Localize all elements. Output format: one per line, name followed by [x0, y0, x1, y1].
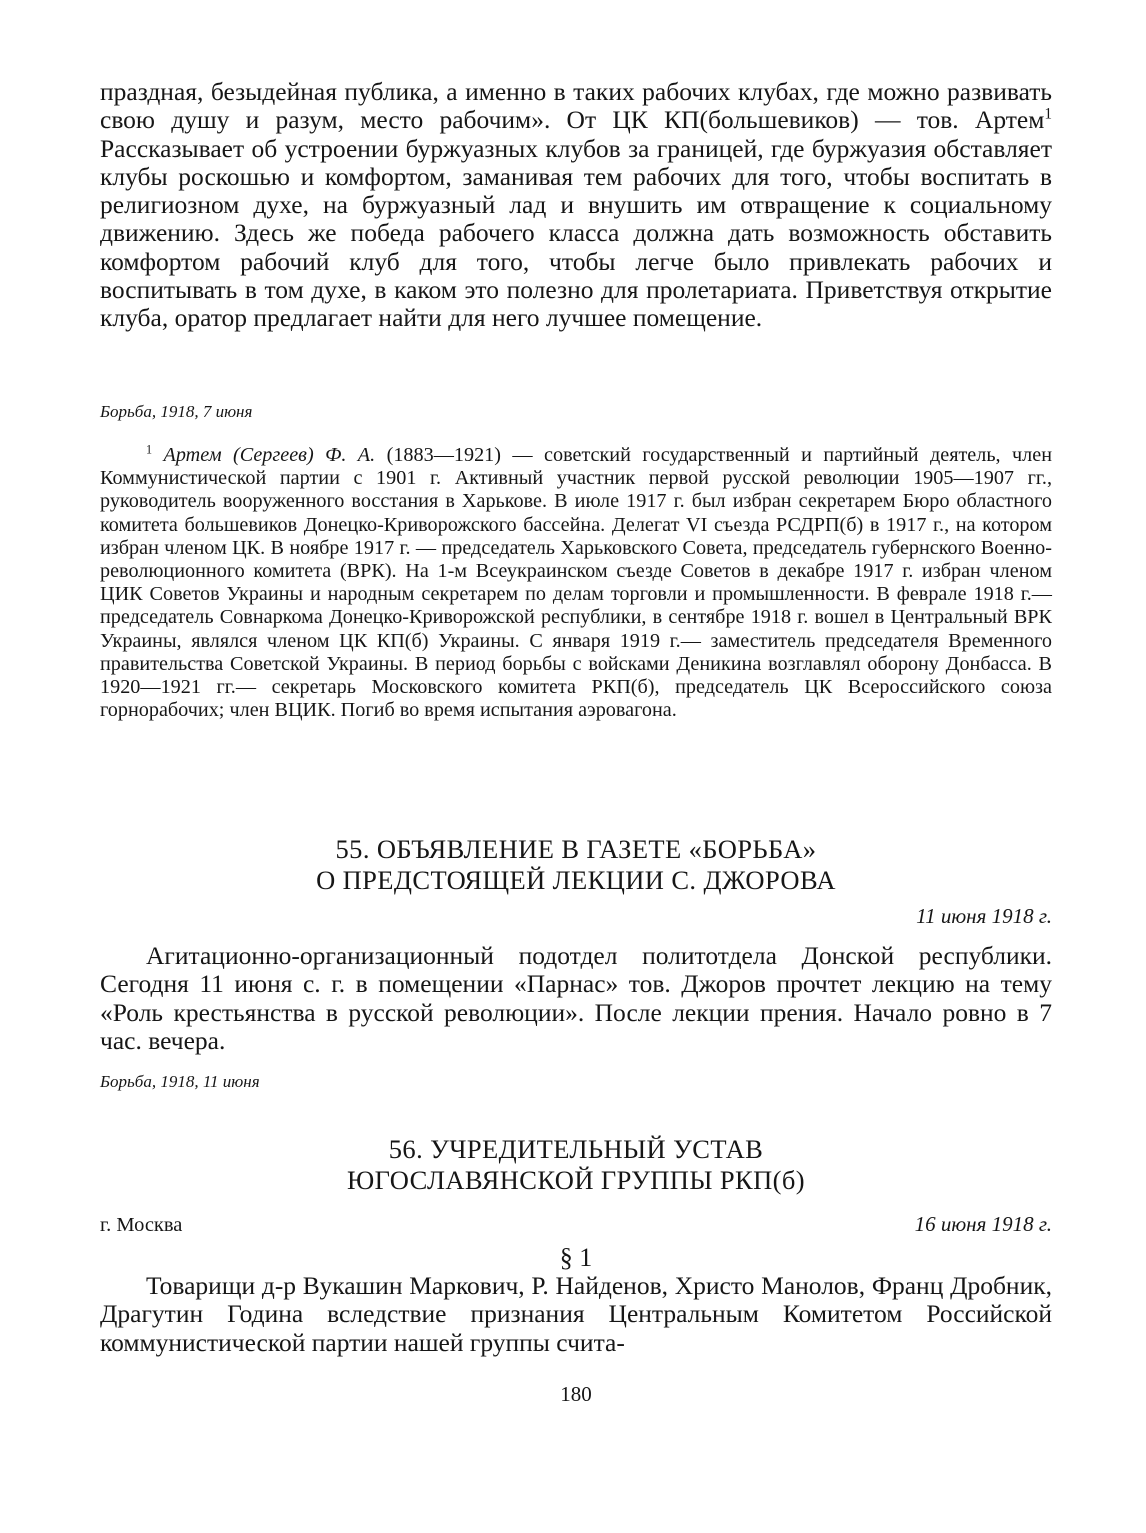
section-marker: § 1: [559, 1243, 593, 1272]
doc55-heading: [100, 834, 1052, 896]
footnote-ref: 1: [1044, 105, 1052, 123]
doc54-continuation: [100, 78, 1052, 333]
doc55-body: [100, 942, 1052, 1055]
body-paragraph: Агитационно-организационный подотдел политотдела Донской республики. Сегодня 11 июня с. г. в помещении «Парнас» тов. Джоров прочтет лекцию на тему «Роль крестьянства в русской революции». После лекции прения. Начало ровно в 7 час. вечера.: [100, 941, 1052, 1055]
heading-line: ЮГОСЛАВЯНСКОЙ ГРУППЫ РКП(б): [347, 1165, 805, 1195]
place: г. Москва: [100, 1214, 183, 1236]
footnote-name: Артем (Сергеев) Ф. А.: [163, 444, 376, 466]
doc55-date: 11 июня 1918 г.: [916, 904, 1052, 928]
source-citation: Борьба, 1918, 7 июня: [100, 402, 253, 421]
footnote: [100, 444, 1052, 722]
source-citation: Борьба, 1918, 11 июня: [100, 1072, 260, 1091]
footnote-text: (1883—1921) — советский государственный и партийный деятель, член Коммунистической партии с 1901 г. Активный участник первой русской революции 1905—1907 гг., руководитель вооруженного восстания в Харькове. В июле 1917 г. был избран секретарем Бюро областного комитета большевиков Донецко-Криворожского бассейна. Делегат VI съезда РСДРП(б) в 1917 г., на котором избран членом ЦК. В ноябре 1917 г. — председатель Харьковского Совета, председатель губернского Военно-революционного комитета (ВРК). На 1-м Всеукраинском съезде Советов в декабре 1917 г. избран членом ЦИК Советов Украины и народным секретарем по делам торговли и промышленности. В феврале 1918 г.— председатель Совнаркома Донецко-Криворожской республики, в сентябре 1918 г. вошел в Центральный ВРК Украины, являлся членом ЦК КП(б) Украины. С января 1919 г.— заместитель председателя Временного правительства Советской Украины. В период борьбы с войсками Деникина возглавлял оборону Донбасса. В 1920—1921 гг.— секретарь Московского комитета РКП(б), председатель ЦК Всероссийского союза горнорабочих; член ВЦИК. Погиб во время испытания аэровагона.: [100, 444, 1053, 722]
heading-line: 55. ОБЪЯВЛЕНИЕ В ГАЗЕТЕ «БОРЬБА»: [335, 834, 817, 864]
heading-line: О ПРЕДСТОЯЩЕЙ ЛЕКЦИИ С. ДЖОРОВА: [316, 865, 836, 895]
body-paragraph: праздная, безыдейная публика, а именно в таких рабочих клубах, где можно развивать свою душу и разум, место рабочим». От ЦК КП(большевиков) — тов. Артем$^1$ Рассказывает об устроении буржуазных клубов за границей, где буржуазия обставляет клубы роскошью и комфортом, заманивая тем рабочих для того, чтобы воспитать в религиозном духе, на буржуазный лад и внушить им отвращение к социальному движению. Здесь же победа рабочего класса должна дать возможность обставить комфортом рабочий клуб для того, чтобы легче было привлекать рабочих и воспитывать в том духе, в каком это полезно для пролетариата. Приветствуя открытие клуба, оратор предлагает найти для него лучшее помещение.: [100, 77, 1052, 333]
heading-line: 56. УЧРЕДИТЕЛЬНЫЙ УСТАВ: [388, 1134, 764, 1164]
page-number: 180: [560, 1382, 592, 1406]
footnote-marker: 1: [146, 442, 153, 457]
body-paragraph: Товарищи д-р Вукашин Маркович, Р. Найденов, Христо Манолов, Франц Дробник, Драгутин Година вследствие признания Центральным Комитетом Российской коммунистической партии нашей группы счита-: [100, 1271, 1052, 1357]
date: 16 июня 1918 г.: [914, 1212, 1052, 1236]
doc56-heading: [100, 1134, 1052, 1196]
doc56-place-date: [100, 1212, 1052, 1237]
doc56-body: [100, 1272, 1052, 1357]
